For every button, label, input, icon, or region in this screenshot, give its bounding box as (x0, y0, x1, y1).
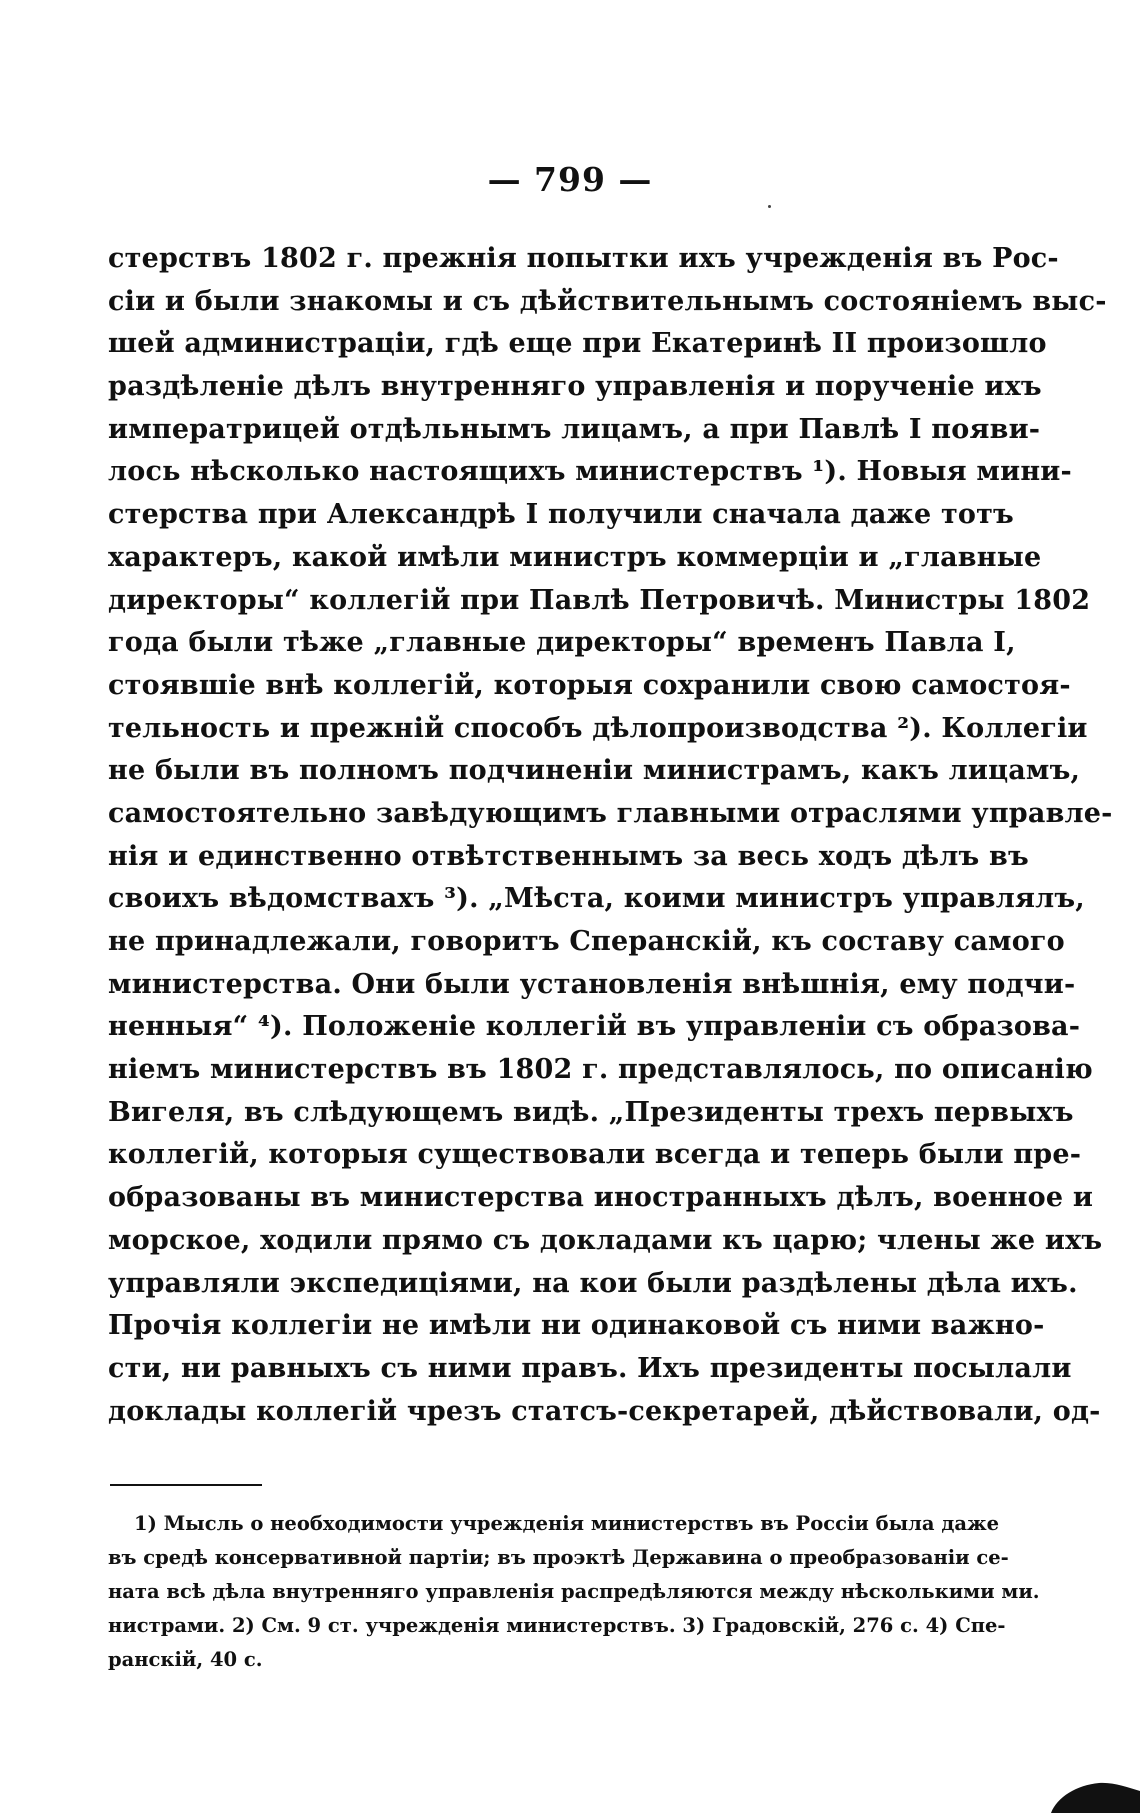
body-line: ніемъ министерствъ въ 1802 г. представлялось, по описанію (108, 1054, 1093, 1086)
body-line: характеръ, какой имѣли министръ коммерціи и „главные (108, 541, 1042, 573)
body-line: министерства. Они были установленія внѣшнія, ему подчи- (108, 968, 1076, 1000)
body-line: самостоятельно завѣдующимъ главными отраслями управле- (108, 797, 1113, 829)
body-line: сіи и были знакомы и съ дѣйствительнымъ состояніемъ выс- (108, 285, 1107, 317)
body-line: доклады коллегій чрезъ статсъ-секретарей, дѣйствовали, од- (108, 1395, 1101, 1427)
body-line: стоявшіе внѣ коллегій, которыя сохранили свою самостоя- (108, 669, 1071, 701)
footnote-line: ранскій, 40 с. (108, 1648, 263, 1671)
footnote-line: нистрами. 2) См. 9 ст. учрежденія министерствъ. 3) Градовскій, 276 с. 4) Спе- (108, 1614, 1006, 1637)
page-number: — 799 — (487, 160, 653, 199)
body-text (108, 238, 1113, 1433)
body-line: императрицей отдѣльнымъ лицамъ, а при Павлѣ I появи- (108, 413, 1041, 445)
footnote-rule (110, 1484, 262, 1486)
body-line: ненныя“ ⁴). Положеніе коллегій въ управленіи съ образова- (108, 1011, 1081, 1043)
print-speck (768, 205, 771, 208)
footnote-line: въ средѣ консервативной партіи; въ проэктѣ Державина о преобразованіи се- (108, 1546, 1009, 1569)
body-line: директоры“ коллегій при Павлѣ Петровичѣ. Министры 1802 (108, 584, 1091, 616)
footnotes (108, 1507, 1040, 1677)
body-line: морское, ходили прямо съ докладами къ царю; члены же ихъ (108, 1224, 1103, 1256)
body-line: тельность и прежній способъ дѣлопроизводства ²). Коллегіи (108, 712, 1088, 744)
body-line: своихъ вѣдомствахъ ³). „Мѣста, коими министръ управлялъ, (108, 883, 1085, 915)
footnote-line: 1) Мысль о необходимости учрежденія министерствъ въ Россіи была даже (134, 1512, 1000, 1535)
body-line: нія и единственно отвѣтственнымъ за весь ходъ дѣлъ въ (108, 840, 1029, 872)
body-line: раздѣленіе дѣлъ внутренняго управленія и порученіе ихъ (108, 371, 1042, 403)
body-line: стерствъ 1802 г. прежнія попытки ихъ учрежденія въ Рос- (108, 243, 1059, 274)
body-line: года были тѣже „главные директоры“ временъ Павла I, (108, 627, 1016, 659)
body-line: образованы въ министерства иностранныхъ дѣлъ, военное и (108, 1182, 1094, 1214)
body-line: шей администраціи, гдѣ еще при Екатеринѣ II произошло (108, 328, 1047, 360)
page-corner-blot (1047, 1777, 1140, 1813)
body-line: управляли экспедиціями, на кои были раздѣлены дѣла ихъ. (108, 1267, 1078, 1299)
body-line: сти, ни равныхъ съ ними правъ. Ихъ президенты посылали (108, 1352, 1072, 1384)
footnote-line: ната всѣ дѣла внутренняго управленія распредѣляются между нѣсколькими ми. (108, 1580, 1040, 1603)
body-line: лось нѣсколько настоящихъ министерствъ ¹). Новыя мини- (108, 456, 1072, 488)
body-line: Вигеля, въ слѣдующемъ видѣ. „Президенты трехъ первыхъ (108, 1096, 1074, 1128)
body-line: коллегій, которыя существовали всегда и теперь были пре- (108, 1139, 1082, 1171)
body-line: стерства при Александрѣ I получили сначала даже тотъ (108, 499, 1014, 531)
body-line: не были въ полномъ подчиненіи министрамъ, какъ лицамъ, (108, 755, 1081, 787)
body-line: Прочія коллегіи не имѣли ни одинаковой съ ними важно- (108, 1310, 1045, 1342)
body-line: не принадлежали, говоритъ Сперанскій, къ составу самого (108, 926, 1065, 957)
